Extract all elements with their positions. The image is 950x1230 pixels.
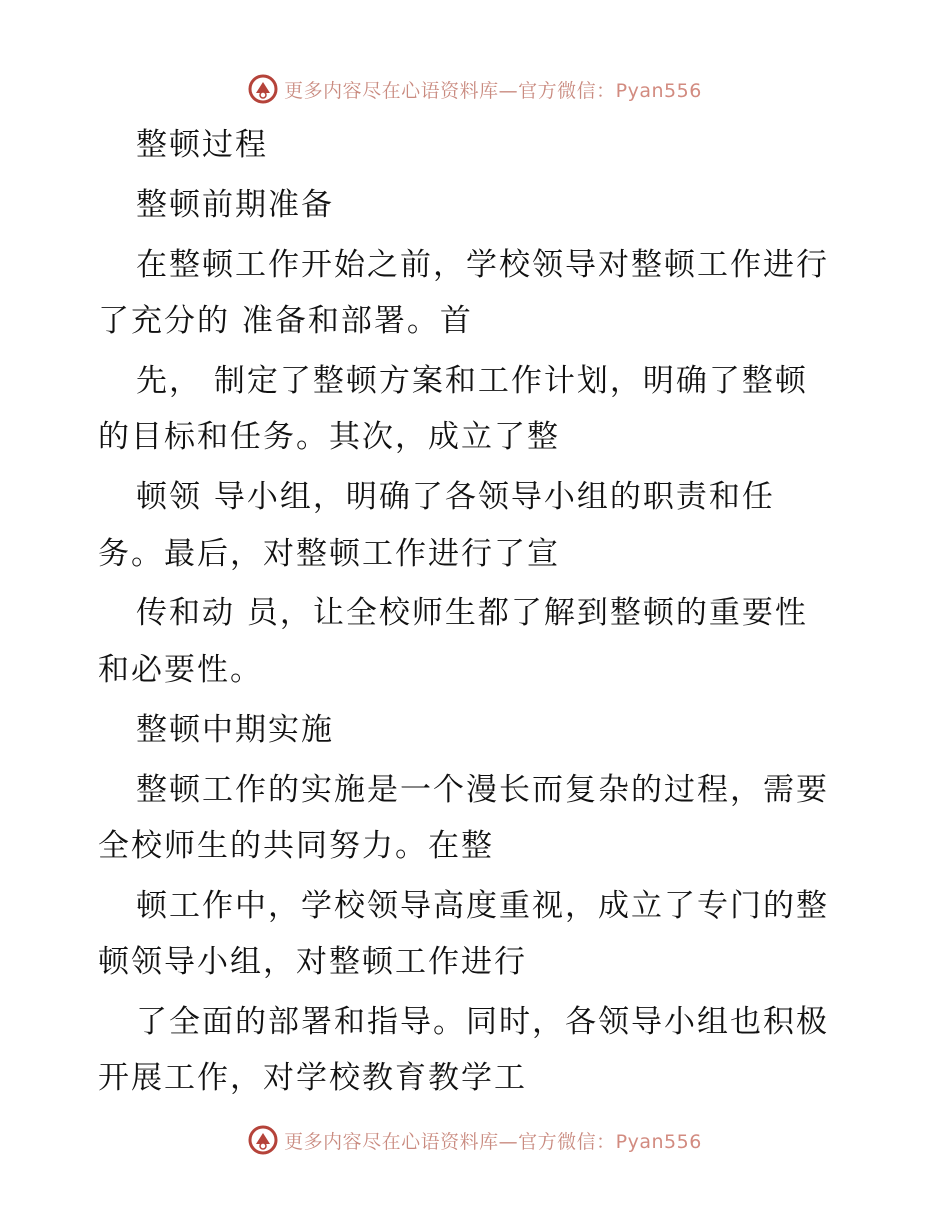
- red-seal-logo-icon: [248, 1125, 278, 1155]
- watermark-text: 更多内容尽在心语资料库—官方微信：Pyan556: [284, 1130, 702, 1153]
- paragraph-line: 整顿工作的实施是一个漫长而复杂的过程，需要: [136, 772, 829, 808]
- header-watermark: [0, 72, 950, 106]
- paragraph-line: 全校师生的共同努力。在整: [98, 828, 494, 864]
- subsection-heading: 整顿中期实施: [136, 712, 334, 748]
- paragraph-line: 了全面的部署和指导。同时，各领导小组也积极: [136, 1004, 829, 1040]
- paragraph-line: 在整顿工作开始之前，学校领导对整顿工作进行: [136, 247, 829, 283]
- watermark-text: 更多内容尽在心语资料库—官方微信：Pyan556: [284, 79, 702, 102]
- paragraph-line: 传和动 员，让全校师生都了解到整顿的重要性: [136, 595, 808, 631]
- paragraph-line: 了充分的 准备和部署。首: [98, 303, 473, 339]
- paragraph-line: 顿领导小组，对整顿工作进行: [98, 944, 527, 980]
- red-seal-logo-icon: [248, 74, 278, 104]
- section-heading: 整顿过程: [136, 127, 268, 163]
- paragraph-line: 和必要性。: [98, 652, 263, 688]
- paragraph-line: 顿领 导小组，明确了各领导小组的职责和任: [136, 479, 775, 515]
- subsection-heading: 整顿前期准备: [136, 187, 334, 223]
- paragraph-line: 务。最后，对整顿工作进行了宣: [98, 536, 560, 572]
- paragraph-line: 开展工作，对学校教育教学工: [98, 1060, 527, 1096]
- paragraph-line: 的目标和任务。其次，成立了整: [98, 419, 560, 455]
- paragraph-line: 先， 制定了整顿方案和工作计划，明确了整顿: [136, 363, 808, 399]
- footer-watermark: [0, 1123, 950, 1157]
- paragraph-line: 顿工作中，学校领导高度重视，成立了专门的整: [136, 888, 829, 924]
